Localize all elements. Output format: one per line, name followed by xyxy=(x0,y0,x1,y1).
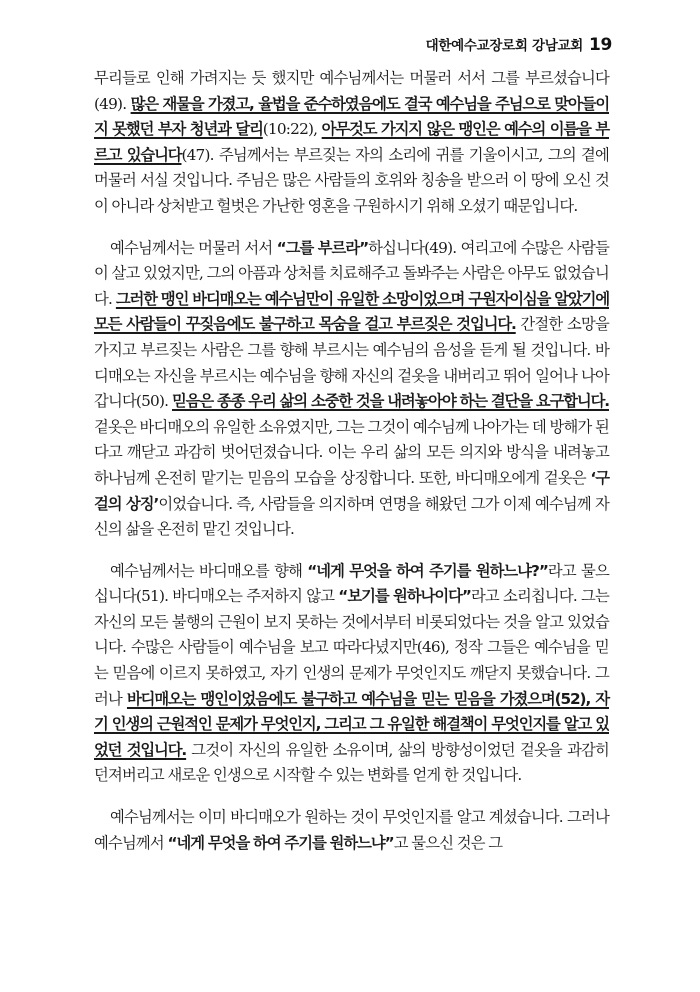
text-run: 이었습니다. 즉, 사람들을 의지하며 연명을 해왔던 그가 이제 예수님께 자신의 삶을 온전히 맡긴 것입니다. xyxy=(94,494,609,539)
paragraph-3 xyxy=(94,559,609,789)
paragraph-2 xyxy=(94,236,609,543)
paragraph-1 xyxy=(94,66,609,220)
emphasis-underline: 바디매오는 맹인이었음에도 불구하고 예수님을 믿는 믿음을 가졌으며(52), 자기 인생의 근원적인 문제가 무엇인지, 그리고 그 유일한 해결책이 무엇인지를 알고 있었던 것입니다. xyxy=(94,689,609,759)
emphasis-underline: 믿음은 종종 우리 삶의 소중한 것을 내려놓아야 하는 결단을 요구합니다. xyxy=(172,392,609,411)
text-run: (47). 주님께서는 부르짖는 자의 소리에 귀를 기울이시고, 그의 곁에 머물러 서실 것입니다. 주님은 많은 사람들의 호위와 칭송을 받으러 이 땅에 오신 것이 아니라 상처받고 헐벗은 가난한 영혼을 구원하시기 위해 오셨기 때문입니다. xyxy=(94,145,609,215)
text-run: 예수님께서는 바디매오를 향해 xyxy=(110,561,308,580)
paragraph-4 xyxy=(94,805,609,856)
text-run: 하십니다(49). 여리고에 수많은 사람들이 살고 있었지만, 그의 아픔과 상처를 치료해주고 돌봐주는 사람은 아무도 없었습니다. xyxy=(94,238,609,308)
page-number: 19 xyxy=(588,35,612,55)
text-run: 라고 물으십니다(51). 바디매오는 주저하지 않고 xyxy=(94,561,609,606)
emphasis-quote: “네게 무엇을 하여 주기를 원하느냐” xyxy=(167,833,394,852)
text-run: 예수님께서는 이미 바디매오가 원하는 것이 무엇인지를 알고 계셨습니다. 그러나 예수님께서 xyxy=(94,808,609,852)
text-run: 예수님께서는 머물러 서서 xyxy=(110,238,277,257)
emphasis-underline: 많은 재물을 가졌고, 율법을 준수하였음에도 결국 예수님을 주님으로 맞아들이지 못했던 부자 청년과 달리 xyxy=(94,94,609,139)
page-header xyxy=(426,34,612,55)
emphasis-quote: ‘구걸의 상징’ xyxy=(94,468,609,513)
text-run: (10:22), xyxy=(262,120,322,139)
church-name: 대한예수교장로회 강남교회 xyxy=(425,38,583,54)
emphasis-quote: “보기를 원하나이다” xyxy=(338,587,471,606)
text-run: 라고 소리칩니다. 그는 자신의 모든 불행의 근원이 보지 못하는 것에서부터 비롯되었다는 것을 알고 있었습니다. 수많은 사람들이 예수님을 보고 따라다녔지만(46), 정작 그들은 예수님을 믿는 믿음에 이르지 못하였고, 자기 인생의 문제가 무엇인지도 깨닫지 못했습니다. 그러나 xyxy=(94,587,609,708)
body-text xyxy=(94,66,609,856)
emphasis-underline: 그러한 맹인 바디매오는 예수님만이 유일한 소망이었으며 구원자이심을 알았기에 모든 사람들이 꾸짖음에도 불구하고 목숨을 걸고 부르짖은 것입니다. xyxy=(94,289,609,334)
text-run: 고 물으신 것은 그 xyxy=(393,833,503,852)
emphasis-underline: 아무것도 가지지 않은 맹인은 예수의 이름을 부르고 있습니다 xyxy=(94,120,609,164)
text-run: 겉옷은 바디매오의 유일한 소유였지만, 그는 그것이 예수님께 나아가는 데 방해가 된다고 깨닫고 과감히 벗어던졌습니다. 이는 우리 삶의 모든 의지와 방식을 내려놓고 하나님께 온전히 맡기는 믿음의 모습을 상징합니다. 또한, 바디매오에게 겉옷은 xyxy=(94,417,609,487)
emphasis-quote: “그를 부르라” xyxy=(276,238,369,257)
text-run: 그것이 자신의 유일한 소유이며, 삶의 방향성이었던 겉옷을 과감히 던져버리고 새로운 인생으로 시작할 수 있는 변화를 얻게 한 것입니다. xyxy=(94,740,610,785)
text-run: 간절한 소망을 가지고 부르짖는 사람은 그를 향해 부르시는 예수님의 음성을 듣게 될 것입니다. 바디매오는 자신을 부르시는 예수님을 향해 자신의 겉옷을 내버리고 뛰어 일어나 나아갑니다(50). xyxy=(94,315,609,411)
text-run: 무리들로 인해 가려지는 듯 했지만 예수님께서는 머물러 서서 그를 부르셨습니다(49). xyxy=(94,69,609,113)
emphasis-quote: “네게 무엇을 하여 주기를 원하느냐?” xyxy=(307,561,548,580)
